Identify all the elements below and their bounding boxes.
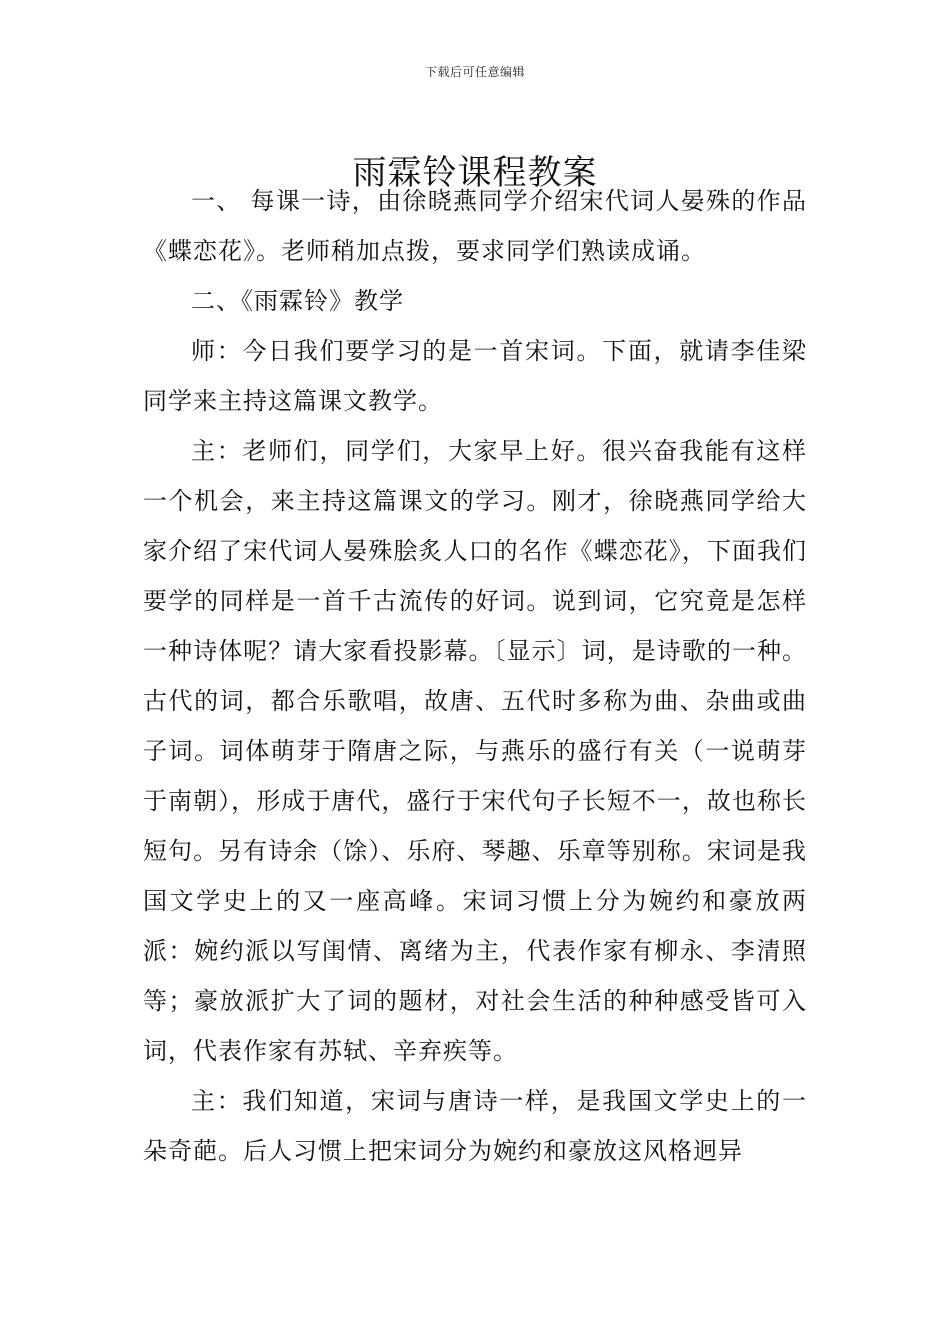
header-note: 下载后可任意编辑 (424, 65, 525, 79)
paragraph-host-continued: 主：我们知道，宋词与唐诗一样，是我国文学史上的一朵奇葩。后人习惯上把宋词分为婉约和豪放这风格迥异 (143, 1087, 807, 1165)
document-title: 雨霖铃课程教案 (352, 152, 598, 193)
paragraph-item-one: 一、 每课一诗，由徐晓燕同学介绍宋代词人晏殊的作品《蝶恋花》。老师稍加点拨，要求同学们熟读成诵。 (143, 187, 807, 265)
paragraph-item-two-heading: 二、《雨霖铃》教学 (191, 287, 404, 315)
paragraph-host-speech: 主：老师们，同学们，大家早上好。很兴奋我能有这样一个机会，来主持这篇课文的学习。刚才，徐晓燕同学给大家介绍了宋代词人晏殊脍炙人口的名作《蝶恋花》，下面我们要学的同样是一首千古流传的好词。说到词，它究竟是怎样一种诗体呢？请大家看投影幕。〔显示〕词，是诗歌的一种。古代的词，都合乐歌唱，故唐、五代时多称为曲、杂曲或曲子词。词体萌芽于隋唐之际，与燕乐的盛行有关（一说萌芽于南朝），形成于唐代，盛行于宋代句子长短不一，故也称长短句。另有诗余（馀）、乐府、琴趣、乐章等别称。宋词是我国文学史上的又一座高峰。宋词习惯上分为婉约和豪放两派：婉约派以写闺情、离绪为主，代表作家有柳永、李清照等；豪放派扩大了词的题材，对社会生活的种种感受皆可入词，代表作家有苏轼、辛弃疾等。 (143, 437, 807, 1065)
document-body (143, 176, 807, 1176)
paragraph-teacher-intro: 师：今日我们要学习的是一首宋词。下面，就请李佳梁同学来主持这篇课文教学。 (143, 337, 807, 415)
